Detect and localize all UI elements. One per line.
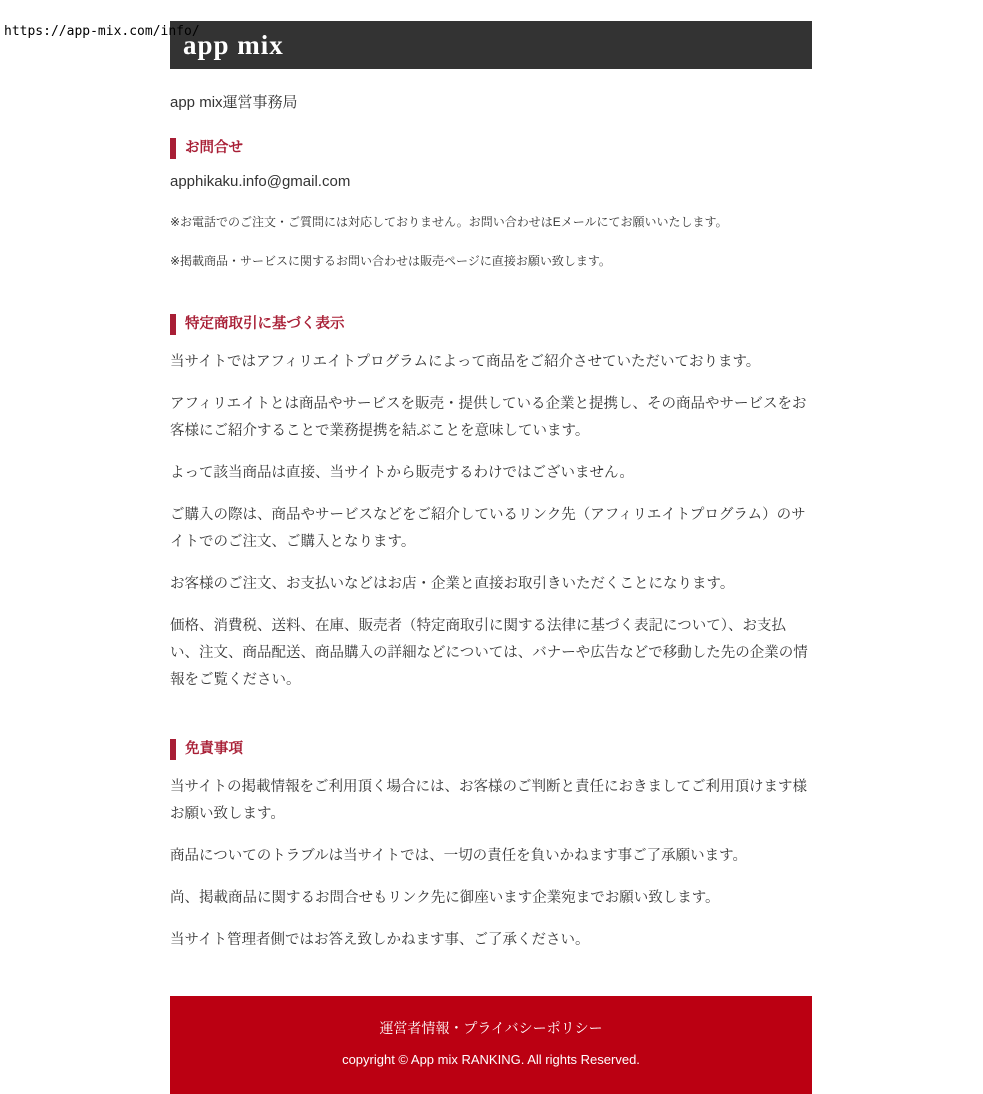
page-url: https://app-mix.com/info/ [4, 24, 200, 39]
paragraph: 当サイトの掲載情報をご利用頂く場合には、お客様のご判断と責任におきましてご利用頂けます様お願い致します。 [170, 779, 807, 822]
site-logo: app mix [183, 29, 284, 60]
disclaimer-heading-label: 免責事項 [185, 741, 243, 757]
operator-name: app mix運営事務局 [170, 94, 298, 111]
paragraph: アフィリエイトとは商品やサービスを販売・提供している企業と提携し、その商品やサービスをお客様にご紹介することで業務提携を結ぶことを意味しています。 [170, 396, 807, 439]
heading-accent-bar [170, 138, 176, 159]
contact-email: apphikaku.info@gmail.com [170, 173, 351, 190]
paragraph: 当サイトではアフィリエイトプログラムによって商品をご紹介させていただいております。 [170, 354, 761, 370]
footer-privacy-link[interactable]: 運営者情報・プライバシーポリシー [379, 1020, 603, 1036]
disclaimer-heading [170, 738, 812, 760]
paragraph: お客様のご注文、お支払いなどはお店・企業と直接お取引きいただくことになります。 [170, 576, 735, 592]
heading-accent-bar [170, 314, 176, 335]
heading-accent-bar [170, 739, 176, 760]
copyright-text: copyright © App mix RANKING. All rights Reserved. [342, 1052, 640, 1067]
contact-note: ※掲載商品・サービスに関するお問い合わせは販売ページに直接お願い致します。 [170, 254, 611, 268]
section-contact [170, 137, 812, 269]
contact-heading-label: お問合せ [185, 140, 243, 156]
paragraph: 当サイト管理者側ではお答え致しかねます事、ご了承ください。 [170, 932, 590, 948]
section-tokutei-shotorihiki [170, 313, 812, 694]
paragraph: ご購入の際は、商品やサービスなどをご紹介しているリンク先（アフィリエイトプログラム）のサイトでのご注文、ご購入となります。 [170, 507, 806, 550]
site-header [170, 21, 812, 69]
tokutei-heading-label: 特定商取引に基づく表示 [185, 316, 345, 332]
section-disclaimer [170, 738, 812, 954]
paragraph: 尚、掲載商品に関するお問合せもリンク先に御座います企業宛までお願い致します。 [170, 890, 720, 906]
paragraph: 価格、消費税、送料、在庫、販売者（特定商取引に関する法律に基づく表記について）、お支払い、注文、商品配送、商品購入の詳細などについては、バナーや広告などで移動した先の企業の情報をご覧ください。 [170, 618, 808, 688]
content-container [170, 21, 812, 954]
paragraph: 商品についてのトラブルは当サイトでは、一切の責任を負いかねます事ご了承願います。 [170, 848, 747, 864]
tokutei-heading [170, 313, 812, 335]
contact-note: ※お電話でのご注文・ご質問には対応しておりません。お問い合わせはEメールにてお願いいたします。 [170, 215, 728, 229]
site-footer [170, 996, 812, 1094]
contact-heading [170, 137, 812, 159]
paragraph: よって該当商品は直接、当サイトから販売するわけではございません。 [170, 465, 634, 481]
